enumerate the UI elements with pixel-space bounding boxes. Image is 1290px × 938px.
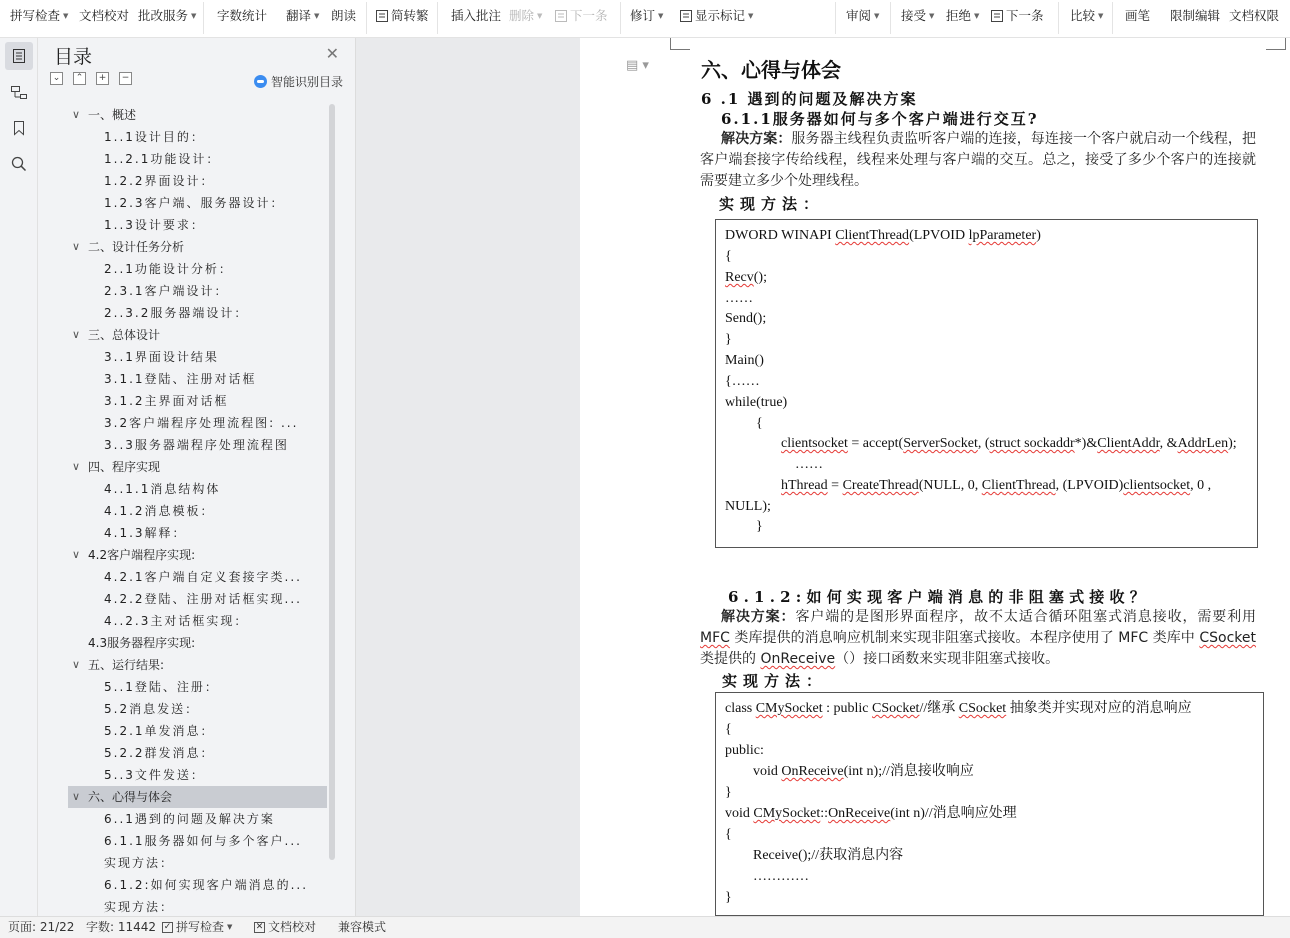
toc-item[interactable] bbox=[68, 302, 327, 324]
chevron-down-icon: ▼ bbox=[748, 12, 754, 20]
toc-item[interactable] bbox=[68, 346, 327, 368]
ribbon-button-label: 审阅 bbox=[846, 8, 872, 23]
bookmark-button[interactable] bbox=[5, 114, 33, 142]
toc-item[interactable] bbox=[68, 522, 327, 544]
toc-item-label: 1..2.1功能设计： bbox=[104, 152, 221, 166]
ribbon-button[interactable] bbox=[630, 7, 663, 25]
subsection-heading: 6 .1 遇到的问题及解决方案 bbox=[701, 90, 918, 108]
ribbon-item-icon bbox=[375, 9, 389, 23]
toc-item-label: 3..3服务器端程序处理流程图 bbox=[104, 438, 289, 452]
ribbon-divider bbox=[835, 2, 836, 34]
toc-item-label: 6.1.1服务器如何与多个客户... bbox=[104, 834, 302, 848]
toc-item[interactable] bbox=[68, 236, 327, 258]
toc-item[interactable] bbox=[68, 808, 327, 830]
toc-item-label: 一、概述 bbox=[88, 108, 137, 122]
toc-item[interactable] bbox=[68, 874, 327, 896]
toc-item[interactable] bbox=[68, 544, 327, 566]
ribbon-divider bbox=[890, 2, 891, 34]
chevron-down-icon: ▼ bbox=[227, 923, 233, 931]
toc-item-label: 3..1界面设计结果 bbox=[104, 350, 219, 364]
toc-item[interactable] bbox=[68, 148, 327, 170]
toc-item-label: 3.2客户端程序处理流程图: ... bbox=[104, 416, 299, 430]
ribbon-button[interactable] bbox=[1125, 7, 1150, 25]
toc-item-label: 六、心得与体会 bbox=[88, 790, 173, 804]
code-line: DWORD WINAPI ClientThread(LPVOID lpParameter) bbox=[725, 228, 1041, 243]
solution-text: 客户端的是图形界面程序，故不太适合循环阻塞式消息接收，需要利用 MFC 类库提供的消息响应机制来实现非阻塞式接收。本程序使用了 MFC 类库中 CSocket 类提供的 OnReceive（）接口函数来实现非阻塞式接收。 bbox=[700, 609, 1257, 667]
ribbon-button-label: 删除 bbox=[509, 8, 535, 23]
chevron-down-icon[interactable]: ∨ bbox=[72, 108, 81, 121]
chevron-down-icon: ▼ bbox=[537, 12, 543, 20]
subsubsection-heading: 6.1.1服务器如何与多个客户端进行交互? bbox=[721, 110, 1039, 128]
code-line: void CMySocket::OnReceive(int n)//消息响应处理 bbox=[725, 806, 1017, 821]
chevron-down-icon: ▼ bbox=[658, 12, 664, 20]
proofread-icon: ✕ bbox=[255, 922, 264, 932]
toc-item[interactable] bbox=[68, 104, 327, 126]
smart-toc-icon bbox=[254, 75, 267, 88]
code-line: } bbox=[725, 332, 732, 347]
document-icon[interactable]: ▤ ▾ bbox=[626, 58, 649, 73]
toc-item-label: 1..1设计目的： bbox=[104, 130, 205, 144]
toc-item-label: 4..2.3主对话框实现： bbox=[104, 614, 249, 628]
code-line: ………… bbox=[753, 869, 809, 884]
toc-item-label: 5.2.2群发消息： bbox=[104, 746, 215, 760]
page-counter[interactable]: 页面: 21/22 bbox=[8, 920, 75, 934]
search-icon bbox=[11, 156, 27, 172]
toc-panel bbox=[38, 38, 356, 916]
toc-item[interactable] bbox=[68, 698, 327, 720]
toc-item[interactable] bbox=[68, 610, 327, 632]
ribbon-button-label: 文档校对 bbox=[79, 8, 130, 23]
ribbon-button-label: 拒绝 bbox=[946, 8, 972, 23]
solution-text: 服务器主线程负责监听客户端的连接，每连接一个客户就启动一个线程，把客户端套接字传给线程，线程来处理与客户端的交互。总之，接受了多少个客户的连接就需要建立多少个处理线程。 bbox=[700, 131, 1256, 189]
ribbon-button-label: 文档权限 bbox=[1229, 8, 1280, 23]
chevron-down-icon: ▼ bbox=[974, 12, 980, 20]
toc-item-label: 四、程序实现 bbox=[88, 460, 161, 474]
toc-item-label: 1.2.2界面设计： bbox=[104, 174, 215, 188]
search-button[interactable] bbox=[5, 150, 33, 178]
smart-toc-label: 智能识别目录 bbox=[270, 75, 343, 89]
toc-item[interactable] bbox=[68, 214, 327, 236]
toc-item[interactable] bbox=[68, 126, 327, 148]
close-icon[interactable]: ✕ bbox=[325, 44, 339, 63]
toc-item-label: 6..1遇到的问题及解决方案 bbox=[104, 812, 275, 826]
toc-item-label: 6.1.2:如何实现客户端消息的... bbox=[104, 878, 309, 892]
word-counter[interactable]: 字数: 11442 bbox=[86, 920, 157, 934]
toc-item[interactable] bbox=[68, 456, 327, 478]
subsubsection-heading: 6.1.2:如何实现客户端消息的非阻塞式接收？ bbox=[728, 588, 1150, 606]
ribbon-button[interactable] bbox=[1170, 7, 1220, 25]
toc-item-label: 4.2客户端程序实现: bbox=[88, 548, 196, 562]
ribbon-button[interactable] bbox=[679, 7, 753, 25]
code-line: NULL); bbox=[725, 499, 771, 514]
chevron-down-icon: ▼ bbox=[929, 12, 935, 20]
toc-title: 目录 bbox=[54, 46, 93, 68]
ribbon-button[interactable] bbox=[286, 7, 319, 25]
toc-item[interactable] bbox=[68, 764, 327, 786]
ribbon-button[interactable] bbox=[901, 7, 934, 25]
ribbon-button[interactable] bbox=[217, 7, 267, 25]
code-line: Recv(); bbox=[725, 270, 767, 285]
code-line: Send(); bbox=[725, 311, 767, 326]
toc-item-label: 五、运行结果: bbox=[88, 658, 165, 672]
code-line: …… bbox=[795, 457, 823, 472]
collapse-all-icon[interactable]: ⌄ bbox=[50, 72, 63, 85]
toc-item-label: 4..1.1消息结构体 bbox=[104, 482, 221, 496]
toc-item[interactable] bbox=[68, 588, 327, 610]
toc-item[interactable] bbox=[68, 434, 327, 456]
chevron-down-icon[interactable]: ∨ bbox=[72, 658, 81, 671]
chapter-nav-button[interactable] bbox=[5, 78, 33, 106]
toc-item-label: 4.1.3解释： bbox=[104, 526, 187, 540]
bookmark-icon bbox=[12, 120, 26, 136]
toc-item-label: 4.2.2登陆、注册对话框实现... bbox=[104, 592, 302, 606]
ribbon-divider bbox=[203, 2, 204, 34]
code-line: while(true) bbox=[725, 395, 788, 410]
document-outline-icon bbox=[11, 48, 27, 64]
ribbon-button-label: 插入批注 bbox=[451, 8, 502, 23]
toc-item-label: 3.1.2主界面对话框 bbox=[104, 394, 229, 408]
toc-item[interactable] bbox=[68, 170, 327, 192]
chevron-down-icon: ▼ bbox=[63, 12, 69, 20]
toc-item[interactable] bbox=[68, 720, 327, 742]
toc-item-label: 4.2.1客户端自定义套接字类... bbox=[104, 570, 302, 584]
toc-item-label: 三、总体设计 bbox=[88, 328, 161, 342]
ribbon-button[interactable] bbox=[331, 7, 356, 25]
toc-item[interactable] bbox=[68, 280, 327, 302]
toc-item[interactable] bbox=[68, 390, 327, 412]
code-line: } bbox=[725, 890, 732, 905]
ribbon-button-label: 比较 bbox=[1070, 8, 1096, 23]
ribbon-button[interactable] bbox=[451, 7, 501, 25]
code-line: { bbox=[725, 827, 732, 842]
ribbon-button[interactable] bbox=[1070, 7, 1103, 25]
ribbon-item-icon bbox=[990, 9, 1004, 23]
code-line: clientsocket = accept(ServerSocket, (struct sockaddr*)&ClientAddr, &AddrLen); bbox=[781, 436, 1237, 451]
toc-item[interactable] bbox=[68, 192, 327, 214]
code-line: …… bbox=[725, 291, 753, 306]
toc-item-label: 实现方法： bbox=[104, 856, 175, 870]
proofread-label: 文档校对 bbox=[268, 920, 317, 934]
toc-item-label: 1.2.3客户端、服务器设计： bbox=[104, 196, 285, 210]
toc-item-label: 5.2.1单发消息： bbox=[104, 724, 215, 738]
chevron-down-icon[interactable]: ∨ bbox=[72, 548, 81, 561]
code-line: { bbox=[725, 722, 732, 737]
code-line: public: bbox=[725, 743, 764, 758]
ribbon-button-label: 修订 bbox=[630, 8, 656, 23]
paragraph-solution-1 bbox=[700, 129, 1256, 192]
ribbon-button[interactable] bbox=[946, 7, 979, 25]
ribbon-button-label: 批改服务 bbox=[138, 8, 189, 23]
expand-up-icon[interactable]: ⌃ bbox=[73, 72, 86, 85]
ribbon-button-label: 拼写检查 bbox=[10, 8, 61, 23]
ribbon-button-label: 翻译 bbox=[286, 8, 312, 23]
ribbon-button[interactable] bbox=[509, 7, 542, 25]
toc-item[interactable] bbox=[68, 478, 327, 500]
toc-view-button[interactable] bbox=[5, 42, 33, 70]
spell-check-status[interactable] bbox=[162, 917, 232, 938]
impl-heading: 实现方法： bbox=[719, 195, 825, 213]
toc-item-label: 实现方法： bbox=[104, 900, 175, 914]
chevron-down-icon: ▼ bbox=[314, 12, 320, 20]
proofread-status[interactable] bbox=[254, 917, 316, 938]
toc-item-label: 2.3.1客户端设计： bbox=[104, 284, 229, 298]
chevron-down-icon[interactable]: ∨ bbox=[72, 460, 81, 473]
navigation-rail bbox=[0, 38, 38, 916]
section-heading: 六、心得与体会 bbox=[701, 58, 841, 82]
toc-scrollbar[interactable] bbox=[329, 104, 335, 860]
chevron-down-icon[interactable]: ∨ bbox=[72, 240, 81, 253]
paragraph-solution-2 bbox=[700, 607, 1256, 670]
toc-item-label: 5..1登陆、注册： bbox=[104, 680, 219, 694]
code-line: void OnReceive(int n);//消息接收响应 bbox=[753, 764, 974, 779]
ribbon-divider bbox=[620, 2, 621, 34]
code-line: { bbox=[725, 249, 732, 264]
ribbon-button[interactable] bbox=[554, 7, 608, 25]
chevron-down-icon: ▼ bbox=[1098, 12, 1104, 20]
impl-heading: 实现方法： bbox=[722, 672, 828, 690]
toc-item-label: 5.2消息发送： bbox=[104, 702, 200, 716]
ribbon-divider bbox=[1058, 2, 1059, 34]
ribbon-button-label: 画笔 bbox=[1125, 8, 1151, 23]
toc-item[interactable] bbox=[68, 830, 327, 852]
compat-mode: 兼容模式 bbox=[338, 920, 387, 934]
toc-item-label: 3.1.1登陆、注册对话框 bbox=[104, 372, 257, 386]
ribbon-button[interactable] bbox=[846, 7, 879, 25]
code-block-server bbox=[715, 219, 1258, 548]
ribbon-button[interactable] bbox=[375, 7, 429, 25]
toc-item-label: 4.1.2消息模板： bbox=[104, 504, 215, 518]
toc-item[interactable] bbox=[68, 500, 327, 522]
code-line: {…… bbox=[725, 374, 760, 389]
chevron-down-icon: ▼ bbox=[191, 12, 197, 20]
ribbon-button[interactable] bbox=[990, 7, 1044, 25]
toc-item[interactable] bbox=[68, 896, 327, 916]
toc-item[interactable] bbox=[68, 324, 327, 346]
chapter-tree-icon bbox=[10, 84, 28, 100]
ribbon-divider bbox=[366, 2, 367, 34]
code-line: { bbox=[756, 416, 763, 431]
toc-item[interactable] bbox=[68, 368, 327, 390]
solution-label: 解决方案： bbox=[721, 131, 792, 147]
ribbon-button-label: 下一条 bbox=[570, 8, 608, 23]
toc-item[interactable] bbox=[68, 258, 327, 280]
toc-item[interactable] bbox=[68, 654, 327, 676]
ribbon-button[interactable] bbox=[79, 7, 129, 25]
toc-item[interactable] bbox=[68, 852, 327, 874]
ribbon-item-icon bbox=[679, 9, 693, 23]
toc-item[interactable] bbox=[68, 566, 327, 588]
toc-item-label: 二、设计任务分析 bbox=[88, 240, 185, 254]
toc-list bbox=[38, 104, 356, 916]
ribbon-item-icon bbox=[554, 9, 568, 23]
ribbon-button-label: 限制编辑 bbox=[1170, 8, 1221, 23]
toc-item[interactable] bbox=[68, 742, 327, 764]
toc-item-label: 4.3服务器程序实现: bbox=[88, 636, 196, 650]
toc-item[interactable] bbox=[68, 786, 327, 808]
chevron-down-icon: ▼ bbox=[874, 12, 880, 20]
code-block-client bbox=[715, 692, 1264, 916]
chevron-down-icon[interactable]: ∨ bbox=[72, 790, 81, 803]
ribbon-divider bbox=[1112, 2, 1113, 34]
check-icon: ✓ bbox=[163, 922, 172, 932]
ribbon-button-label: 显示标记 bbox=[695, 8, 746, 23]
toc-item[interactable] bbox=[68, 632, 327, 654]
page-corner-mark bbox=[1266, 38, 1286, 50]
ribbon-button-label: 简转繁 bbox=[391, 8, 429, 23]
code-line: hThread = CreateThread(NULL, 0, ClientThread, (LPVOID)clientsocket, 0 , bbox=[781, 478, 1212, 493]
toc-item-label: 5..3文件发送： bbox=[104, 768, 205, 782]
toc-item-label: 2..1功能设计分析： bbox=[104, 262, 233, 276]
ribbon-button[interactable] bbox=[138, 7, 196, 25]
ribbon-divider bbox=[437, 2, 438, 34]
toc-item[interactable] bbox=[68, 676, 327, 698]
ribbon-button-label: 接受 bbox=[901, 8, 927, 23]
spell-check-label: 拼写检查 bbox=[176, 920, 225, 934]
code-line: } bbox=[756, 519, 763, 534]
code-line: class CMySocket : public CSocket//继承 CSocket 抽象类并实现对应的消息响应 bbox=[725, 701, 1192, 716]
ribbon-button[interactable] bbox=[1229, 7, 1279, 25]
ribbon-button-label: 下一条 bbox=[1006, 8, 1044, 23]
toc-item[interactable] bbox=[68, 412, 327, 434]
chevron-down-icon[interactable]: ∨ bbox=[72, 328, 81, 341]
toc-item-label: 1..3设计要求： bbox=[104, 218, 205, 232]
page-corner-mark bbox=[670, 38, 690, 50]
status-bar bbox=[0, 916, 1290, 938]
add-heading-icon[interactable]: + bbox=[96, 72, 109, 85]
code-line: } bbox=[725, 785, 732, 800]
code-line: Receive();//获取消息内容 bbox=[753, 848, 904, 863]
remove-heading-icon[interactable]: − bbox=[119, 72, 132, 85]
ribbon-button-label: 字数统计 bbox=[217, 8, 268, 23]
code-line: Main() bbox=[725, 353, 764, 368]
ribbon-button-label: 朗读 bbox=[331, 8, 357, 23]
smart-toc-button[interactable] bbox=[254, 73, 343, 90]
ribbon-toolbar bbox=[0, 0, 1290, 38]
toc-item-label: 2..3.2服务器端设计： bbox=[104, 306, 249, 320]
ribbon-button[interactable] bbox=[10, 7, 68, 25]
toc-toolbar bbox=[50, 72, 132, 85]
solution-label: 解决方案： bbox=[721, 609, 796, 625]
